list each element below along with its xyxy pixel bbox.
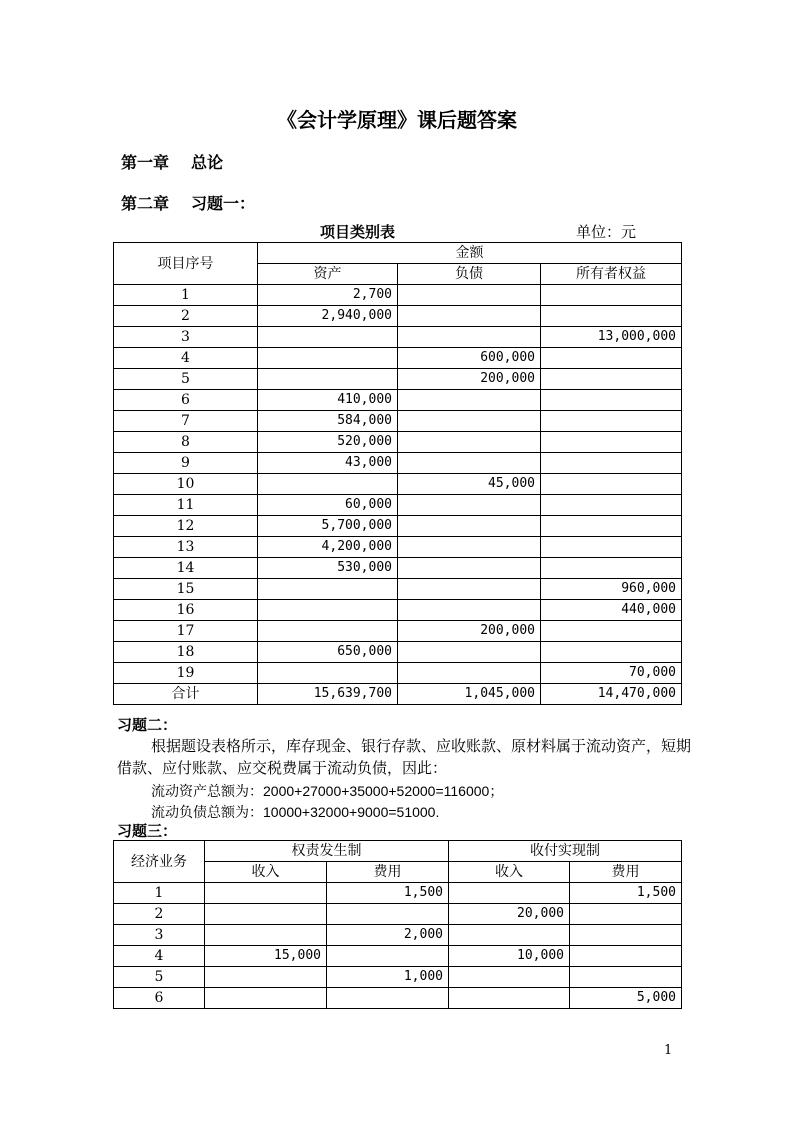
amount-cell: 410,000: [258, 390, 398, 411]
total-label-cell: 合计: [114, 684, 258, 705]
table-row: [114, 600, 682, 621]
table-row: [114, 285, 682, 306]
row-index-cell: 1: [114, 883, 205, 904]
row-index-cell: 2: [114, 306, 258, 327]
exercise-2-label: 习题二：: [117, 716, 178, 734]
amount-cell: [258, 600, 398, 621]
row-index-cell: 5: [114, 369, 258, 390]
amount-cell: [398, 537, 541, 558]
amount-cell: [541, 453, 682, 474]
amount-cell: [541, 516, 682, 537]
header-business: 经济业务: [114, 841, 205, 883]
table-row: [114, 327, 682, 348]
amount-cell: [570, 967, 682, 988]
amount-cell: 10,000: [449, 946, 570, 967]
chapter-2-exercise-label: 习题一：: [191, 194, 256, 213]
table-row: [114, 663, 682, 684]
chapter-1-heading: [121, 150, 223, 173]
amount-cell: 15,639,700: [258, 684, 398, 705]
row-index-cell: 6: [114, 988, 205, 1009]
amount-cell: [258, 348, 398, 369]
table-row: [114, 642, 682, 663]
row-index-cell: 12: [114, 516, 258, 537]
table-row: [114, 495, 682, 516]
chapter-1-name: 总论: [191, 153, 224, 172]
header-cash-income: 收入: [449, 862, 570, 883]
amount-cell: [327, 988, 449, 1009]
table-row: [114, 453, 682, 474]
amount-cell: 2,940,000: [258, 306, 398, 327]
item-category-table: [113, 242, 682, 705]
table-row: [114, 390, 682, 411]
exercise-2-paragraph: 根据题设表格所示，库存现金、银行存款、应收账款、原材料属于流动资产，短期借款、应付账款、应交税费属于流动负债，因此：: [117, 737, 692, 777]
amount-cell: [258, 474, 398, 495]
chapter-2-heading: [121, 191, 255, 214]
amount-cell: [541, 621, 682, 642]
amount-cell: 20,000: [449, 904, 570, 925]
amount-cell: [398, 516, 541, 537]
row-index-cell: 14: [114, 558, 258, 579]
table-row: [114, 883, 682, 904]
amount-cell: [541, 537, 682, 558]
row-index-cell: 5: [114, 967, 205, 988]
amount-cell: [541, 558, 682, 579]
amount-cell: [449, 883, 570, 904]
amount-cell: [570, 925, 682, 946]
amount-cell: 13,000,000: [541, 327, 682, 348]
amount-cell: 200,000: [398, 369, 541, 390]
amount-cell: 600,000: [398, 348, 541, 369]
amount-cell: [398, 390, 541, 411]
amount-cell: 1,500: [327, 883, 449, 904]
amount-cell: [541, 474, 682, 495]
table-row: [114, 904, 682, 925]
row-index-cell: 3: [114, 925, 205, 946]
amount-cell: [449, 967, 570, 988]
amount-cell: 960,000: [541, 579, 682, 600]
row-index-cell: 4: [114, 348, 258, 369]
amount-cell: 70,000: [541, 663, 682, 684]
amount-cell: [258, 369, 398, 390]
page-number: 1: [664, 1043, 673, 1058]
amount-cell: 2,700: [258, 285, 398, 306]
amount-cell: [398, 579, 541, 600]
amount-cell: 530,000: [258, 558, 398, 579]
row-index-cell: 15: [114, 579, 258, 600]
amount-cell: [541, 348, 682, 369]
row-index-cell: 18: [114, 642, 258, 663]
amount-cell: [570, 904, 682, 925]
amount-cell: [398, 285, 541, 306]
amount-cell: [449, 988, 570, 1009]
current-liabilities-label: 流动负债总额为：: [151, 805, 263, 821]
table1-unit: 单位：元: [576, 223, 637, 241]
amount-cell: 60,000: [258, 495, 398, 516]
table-row: [114, 537, 682, 558]
table-row: [114, 946, 682, 967]
header-cash-expense: 费用: [570, 862, 682, 883]
amount-cell: [541, 369, 682, 390]
amount-cell: 650,000: [258, 642, 398, 663]
exercise-3-label: 习题三：: [117, 822, 178, 840]
table-row: [114, 348, 682, 369]
current-liabilities-line: [151, 802, 439, 822]
accrual-vs-cash-table: [113, 840, 682, 1009]
table-row: [114, 967, 682, 988]
row-index-cell: 16: [114, 600, 258, 621]
row-index-cell: 7: [114, 411, 258, 432]
current-liabilities-formula: 10000+32000+9000=51000.: [263, 804, 440, 820]
amount-cell: 1,500: [570, 883, 682, 904]
table-row: [114, 621, 682, 642]
header-amount: 金额: [258, 243, 682, 264]
row-index-cell: 1: [114, 285, 258, 306]
amount-cell: 200,000: [398, 621, 541, 642]
row-index-cell: 19: [114, 663, 258, 684]
row-index-cell: 17: [114, 621, 258, 642]
table-row: [114, 579, 682, 600]
header-liabilities: 负债: [398, 264, 541, 285]
row-index-cell: 9: [114, 453, 258, 474]
amount-cell: [205, 967, 327, 988]
current-assets-line: [151, 781, 503, 801]
amount-cell: 440,000: [541, 600, 682, 621]
amount-cell: [205, 925, 327, 946]
table-row: [114, 474, 682, 495]
header-equity: 所有者权益: [541, 264, 682, 285]
table-row: [114, 925, 682, 946]
row-index-cell: 13: [114, 537, 258, 558]
amount-cell: [258, 327, 398, 348]
amount-cell: [398, 642, 541, 663]
amount-cell: [398, 432, 541, 453]
amount-cell: [398, 495, 541, 516]
row-index-cell: 10: [114, 474, 258, 495]
amount-cell: [398, 558, 541, 579]
amount-cell: [541, 285, 682, 306]
amount-cell: 45,000: [398, 474, 541, 495]
amount-cell: [541, 411, 682, 432]
amount-cell: [541, 642, 682, 663]
amount-cell: [398, 306, 541, 327]
amount-cell: [205, 883, 327, 904]
amount-cell: [258, 579, 398, 600]
total-row: [114, 684, 682, 705]
amount-cell: [327, 946, 449, 967]
amount-cell: [398, 411, 541, 432]
amount-cell: [541, 390, 682, 411]
row-index-cell: 2: [114, 904, 205, 925]
amount-cell: [449, 925, 570, 946]
table-row: [114, 369, 682, 390]
amount-cell: 14,470,000: [541, 684, 682, 705]
amount-cell: 43,000: [258, 453, 398, 474]
header-cash-basis: 收付实现制: [449, 841, 682, 862]
row-index-cell: 6: [114, 390, 258, 411]
current-assets-formula: 2000+27000+35000+52000=116000；: [263, 783, 504, 799]
header-accrual-basis: 权责发生制: [205, 841, 449, 862]
amount-cell: [398, 600, 541, 621]
row-index-cell: 3: [114, 327, 258, 348]
amount-cell: [327, 904, 449, 925]
amount-cell: [205, 988, 327, 1009]
table-row: [114, 411, 682, 432]
amount-cell: [258, 663, 398, 684]
amount-cell: 4,200,000: [258, 537, 398, 558]
amount-cell: 5,000: [570, 988, 682, 1009]
table-row: [114, 516, 682, 537]
amount-cell: 5,700,000: [258, 516, 398, 537]
amount-cell: [398, 663, 541, 684]
amount-cell: 520,000: [258, 432, 398, 453]
amount-cell: [258, 621, 398, 642]
row-index-cell: 4: [114, 946, 205, 967]
table-row: [114, 432, 682, 453]
amount-cell: 2,000: [327, 925, 449, 946]
table1-caption: 项目类别表: [320, 223, 396, 241]
header-accrual-income: 收入: [205, 862, 327, 883]
document-title: 《会计学原理》课后题答案: [277, 108, 517, 132]
amount-cell: [398, 327, 541, 348]
row-index-cell: 8: [114, 432, 258, 453]
header-accrual-expense: 费用: [327, 862, 449, 883]
current-assets-label: 流动资产总额为：: [151, 784, 263, 800]
amount-cell: 1,045,000: [398, 684, 541, 705]
table-row: [114, 306, 682, 327]
amount-cell: 584,000: [258, 411, 398, 432]
amount-cell: [541, 432, 682, 453]
amount-cell: [570, 946, 682, 967]
table-row: [114, 988, 682, 1009]
amount-cell: 1,000: [327, 967, 449, 988]
amount-cell: [541, 306, 682, 327]
amount-cell: [398, 453, 541, 474]
amount-cell: [205, 904, 327, 925]
amount-cell: [541, 495, 682, 516]
header-assets: 资产: [258, 264, 398, 285]
chapter-1-number: 第一章: [121, 153, 170, 172]
row-index-cell: 11: [114, 495, 258, 516]
chapter-2-number: 第二章: [121, 194, 170, 213]
header-item-seq: 项目序号: [114, 243, 258, 285]
table-row: [114, 558, 682, 579]
amount-cell: 15,000: [205, 946, 327, 967]
